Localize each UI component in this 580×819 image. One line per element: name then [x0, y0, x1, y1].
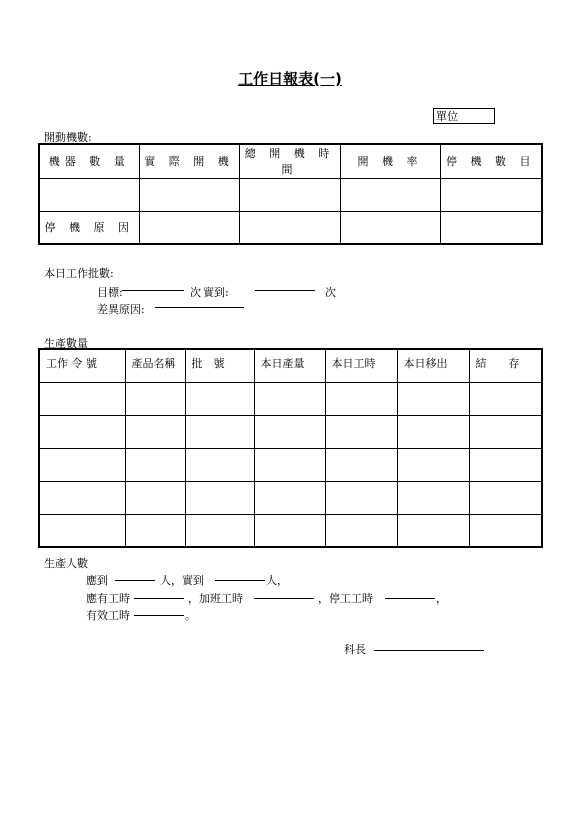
prod-cell[interactable] — [254, 448, 325, 481]
machine-cell[interactable] — [440, 211, 542, 244]
batch-actual-field[interactable] — [255, 290, 315, 291]
machine-section-label: 開動機數: — [44, 131, 92, 144]
machine-cell[interactable] — [340, 211, 440, 244]
prod-cell[interactable] — [254, 382, 325, 415]
machine-cell[interactable] — [39, 178, 139, 211]
prod-cell[interactable] — [125, 514, 185, 547]
batch-actual-label: 實到: — [203, 286, 229, 299]
production-section-label: 生產數量 — [44, 337, 88, 350]
overtime-field[interactable] — [254, 598, 314, 599]
stop-hours-field[interactable] — [385, 598, 435, 599]
machine-cell[interactable] — [440, 178, 542, 211]
should-hours-field[interactable] — [134, 598, 184, 599]
prod-cell[interactable] — [125, 382, 185, 415]
prod-cell[interactable] — [325, 481, 397, 514]
prod-cell[interactable] — [39, 448, 125, 481]
section-chief-signature-field[interactable] — [374, 650, 484, 651]
overtime-label: ，加班工時 — [188, 592, 243, 605]
machine-cell[interactable] — [139, 178, 239, 211]
machine-header-rate: 開 機 率 — [340, 144, 440, 178]
prod-cell[interactable] — [39, 514, 125, 547]
prod-cell[interactable] — [39, 415, 125, 448]
stop-hours-label: ，停工工時 — [318, 592, 373, 605]
prod-header-order: 工作 令 號 — [39, 349, 125, 382]
prod-cell[interactable] — [325, 448, 397, 481]
prod-cell[interactable] — [185, 415, 254, 448]
prod-cell[interactable] — [469, 514, 542, 547]
stop-reason-label: 停 機 原 因 — [39, 211, 139, 244]
prod-cell[interactable] — [125, 448, 185, 481]
machine-cell[interactable] — [239, 211, 340, 244]
prod-cell[interactable] — [254, 514, 325, 547]
prod-cell[interactable] — [469, 481, 542, 514]
prod-cell[interactable] — [397, 382, 469, 415]
prod-cell[interactable] — [185, 448, 254, 481]
machine-header-total-time: 總 開 機 時 間 — [239, 144, 340, 178]
actual-arrive-field[interactable] — [215, 580, 265, 581]
diff-reason-field[interactable] — [155, 307, 244, 308]
machine-header-stopped: 停 機 數 目 — [440, 144, 542, 178]
machine-cell[interactable] — [139, 211, 239, 244]
staff-section-label: 生產人數 — [44, 557, 88, 570]
prod-cell[interactable] — [469, 415, 542, 448]
prod-cell[interactable] — [125, 481, 185, 514]
production-table — [38, 348, 543, 548]
comma: ， — [436, 592, 447, 605]
prod-cell[interactable] — [397, 448, 469, 481]
machine-header-count: 機器 數 量 — [39, 144, 139, 178]
batch-target-field[interactable] — [122, 290, 184, 291]
prod-cell[interactable] — [397, 481, 469, 514]
prod-cell[interactable] — [397, 415, 469, 448]
page-title: 工作日報表(一) — [238, 70, 342, 88]
should-arrive-label: 應到 — [86, 574, 108, 587]
prod-header-hours: 本日工時 — [325, 349, 397, 382]
machine-table — [38, 143, 543, 245]
should-hours-label: 應有工時 — [86, 592, 130, 605]
actual-arrive-label: 人，實到 — [160, 574, 204, 587]
prod-header-moved: 本日移出 — [397, 349, 469, 382]
effective-hours-field[interactable] — [134, 615, 184, 616]
prod-cell[interactable] — [325, 415, 397, 448]
prod-cell[interactable] — [185, 514, 254, 547]
prod-cell[interactable] — [39, 382, 125, 415]
diff-reason-label: 差異原因: — [97, 303, 145, 316]
unit-field[interactable]: 單位 — [433, 108, 495, 124]
prod-cell[interactable] — [469, 382, 542, 415]
prod-cell[interactable] — [469, 448, 542, 481]
batch-section-label: 本日工作批數: — [44, 267, 114, 280]
person-unit: 人， — [266, 574, 288, 587]
machine-cell[interactable] — [340, 178, 440, 211]
prod-cell[interactable] — [397, 514, 469, 547]
prod-cell[interactable] — [325, 382, 397, 415]
prod-cell[interactable] — [325, 514, 397, 547]
period: 。 — [185, 609, 196, 622]
prod-cell[interactable] — [185, 382, 254, 415]
machine-cell[interactable] — [239, 178, 340, 211]
prod-header-batch: 批 號 — [185, 349, 254, 382]
prod-cell[interactable] — [125, 415, 185, 448]
prod-header-product: 產品名稱 — [125, 349, 185, 382]
prod-cell[interactable] — [185, 481, 254, 514]
prod-cell[interactable] — [39, 481, 125, 514]
batch-times-unit-2: 次 — [325, 286, 336, 299]
prod-cell[interactable] — [254, 415, 325, 448]
machine-header-actual: 實 際 開 機 — [139, 144, 239, 178]
prod-cell[interactable] — [254, 481, 325, 514]
effective-hours-label: 有效工時 — [86, 609, 130, 622]
should-arrive-field[interactable] — [115, 580, 155, 581]
batch-target-label: 目標: — [97, 286, 123, 299]
section-chief-label: 科長 — [344, 643, 366, 656]
prod-header-balance: 結 存 — [469, 349, 542, 382]
batch-times-unit: 次 — [190, 286, 201, 299]
prod-header-output: 本日產量 — [254, 349, 325, 382]
